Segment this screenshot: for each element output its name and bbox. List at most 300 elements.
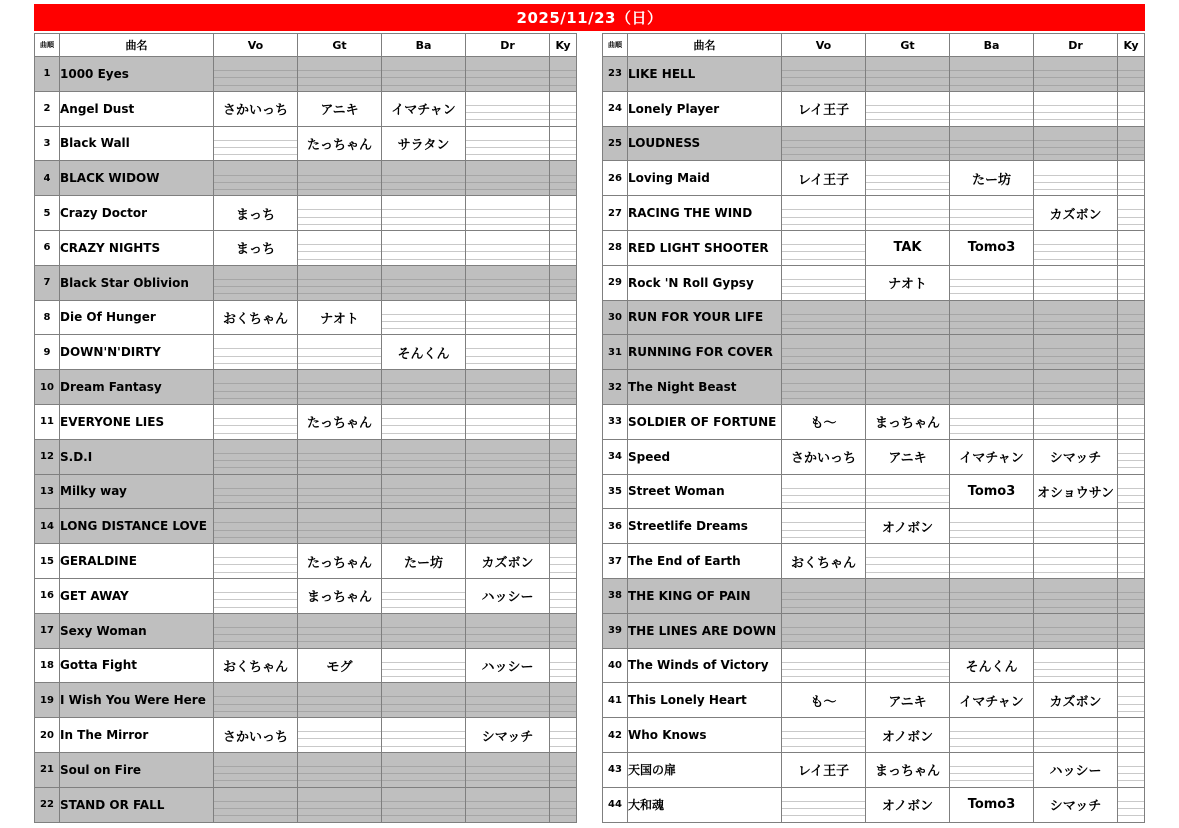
ky-player-cell [1118,161,1145,196]
ba-player-cell [382,300,466,335]
dr-player-cell [466,57,550,92]
song-order-cell: 19 [35,683,60,718]
vo-player-cell [782,613,866,648]
song-row [603,161,1145,196]
song-order-cell: 5 [35,196,60,231]
gt-player-cell: モグ [298,648,382,683]
vo-player-cell [214,544,298,579]
dr-player-cell [466,91,550,126]
vo-player-cell [214,57,298,92]
vo-player-cell: レイ王子 [782,91,866,126]
song-title-cell: Who Knows [628,718,782,753]
dr-player-cell [466,787,550,822]
ba-player-cell: Tomo3 [950,787,1034,822]
vo-player-cell [214,265,298,300]
song-row [35,578,577,613]
ky-player-cell [1118,648,1145,683]
column-header-dr: Dr [466,34,550,57]
song-row [35,787,577,822]
gt-player-cell: まっちゃん [866,404,950,439]
vo-player-cell: さかいっち [214,718,298,753]
song-order-cell: 37 [603,544,628,579]
ky-player-cell [1118,683,1145,718]
ky-player-cell [1118,718,1145,753]
ba-player-cell: たー坊 [950,161,1034,196]
ba-player-cell [950,335,1034,370]
gt-player-cell [866,161,950,196]
ba-player-cell: そんくん [950,648,1034,683]
song-title-cell: 1000 Eyes [60,57,214,92]
dr-player-cell [1034,57,1118,92]
dr-player-cell [466,474,550,509]
song-title-cell: I Wish You Were Here [60,683,214,718]
ky-player-cell [1118,474,1145,509]
ky-player-cell [1118,300,1145,335]
song-title-cell: RACING THE WIND [628,196,782,231]
ky-player-cell [1118,544,1145,579]
gt-player-cell [866,196,950,231]
song-title-cell: SOLDIER OF FORTUNE [628,404,782,439]
column-header-ba: Ba [382,34,466,57]
dr-player-cell [466,335,550,370]
ky-player-cell [1118,57,1145,92]
ky-player-cell [550,265,577,300]
song-title-cell: LONG DISTANCE LOVE [60,509,214,544]
ba-player-cell: Tomo3 [950,474,1034,509]
song-row [603,265,1145,300]
song-order-cell: 12 [35,439,60,474]
vo-player-cell: さかいっち [782,439,866,474]
song-row [35,613,577,648]
ky-player-cell [550,370,577,405]
gt-player-cell [866,474,950,509]
song-title-cell: RUNNING FOR COVER [628,335,782,370]
column-header-gt: Gt [298,34,382,57]
song-order-cell: 34 [603,439,628,474]
song-row [35,474,577,509]
song-order-cell: 28 [603,230,628,265]
ky-player-cell [1118,230,1145,265]
setlist-table-left [34,33,577,823]
song-row [603,230,1145,265]
ky-player-cell [1118,578,1145,613]
ky-player-cell [550,787,577,822]
song-order-cell: 3 [35,126,60,161]
song-row [603,91,1145,126]
ky-player-cell [550,404,577,439]
song-title-cell: 天国の扉 [628,752,782,787]
dr-player-cell [466,300,550,335]
dr-player-cell [1034,648,1118,683]
song-order-cell: 22 [35,787,60,822]
gt-player-cell [866,578,950,613]
gt-player-cell [866,613,950,648]
gt-player-cell [298,787,382,822]
vo-player-cell [782,648,866,683]
vo-player-cell [782,57,866,92]
ky-player-cell [1118,509,1145,544]
vo-player-cell [782,300,866,335]
ky-player-cell [1118,335,1145,370]
song-title-cell: RED LIGHT SHOOTER [628,230,782,265]
ky-player-cell [1118,196,1145,231]
vo-player-cell [782,787,866,822]
ba-player-cell [950,718,1034,753]
dr-player-cell [1034,91,1118,126]
song-row [603,509,1145,544]
dr-player-cell [466,161,550,196]
vo-player-cell [214,474,298,509]
dr-player-cell [1034,578,1118,613]
ky-player-cell [550,57,577,92]
song-row [35,161,577,196]
gt-player-cell: オノボン [866,718,950,753]
song-row [35,57,577,92]
ky-player-cell [550,161,577,196]
gt-player-cell [298,474,382,509]
ba-player-cell: イマチャン [950,683,1034,718]
song-title-cell: Loving Maid [628,161,782,196]
gt-player-cell [866,648,950,683]
gt-player-cell: たっちゃん [298,126,382,161]
song-row [603,578,1145,613]
song-title-cell: Street Woman [628,474,782,509]
song-row [35,439,577,474]
ba-player-cell [382,718,466,753]
song-order-cell: 6 [35,230,60,265]
ky-player-cell [1118,439,1145,474]
ba-player-cell [950,578,1034,613]
vo-player-cell [782,718,866,753]
ky-player-cell [1118,91,1145,126]
song-title-cell: STAND OR FALL [60,787,214,822]
ba-player-cell [950,370,1034,405]
ky-player-cell [1118,265,1145,300]
song-order-cell: 31 [603,335,628,370]
song-title-cell: The Night Beast [628,370,782,405]
song-row [35,752,577,787]
gt-player-cell: たっちゃん [298,404,382,439]
column-header-vo: Vo [782,34,866,57]
vo-player-cell: おくちゃん [214,648,298,683]
song-row [603,196,1145,231]
vo-player-cell [214,126,298,161]
song-row [35,230,577,265]
song-title-cell: Milky way [60,474,214,509]
gt-player-cell: ナオト [866,265,950,300]
ky-player-cell [1118,126,1145,161]
song-title-cell: Dream Fantasy [60,370,214,405]
song-order-cell: 42 [603,718,628,753]
song-order-cell: 21 [35,752,60,787]
song-title-cell: EVERYONE LIES [60,404,214,439]
song-title-cell: THE LINES ARE DOWN [628,613,782,648]
ba-player-cell [382,161,466,196]
song-order-cell: 35 [603,474,628,509]
gt-player-cell: ナオト [298,300,382,335]
song-order-cell: 38 [603,578,628,613]
song-row [603,300,1145,335]
gt-player-cell: たっちゃん [298,544,382,579]
gt-player-cell [866,91,950,126]
gt-player-cell [866,126,950,161]
vo-player-cell [214,787,298,822]
dr-player-cell [1034,265,1118,300]
ba-player-cell [382,196,466,231]
song-order-cell: 7 [35,265,60,300]
vo-player-cell [782,126,866,161]
song-order-cell: 1 [35,57,60,92]
gt-player-cell [866,544,950,579]
song-order-cell: 30 [603,300,628,335]
dr-player-cell [466,230,550,265]
dr-player-cell [1034,230,1118,265]
song-order-cell: 32 [603,370,628,405]
vo-player-cell [214,404,298,439]
dr-player-cell [466,683,550,718]
song-title-cell: The Winds of Victory [628,648,782,683]
song-title-cell: Black Star Oblivion [60,265,214,300]
song-row [35,196,577,231]
vo-player-cell [214,335,298,370]
song-row [35,509,577,544]
song-title-cell: Gotta Fight [60,648,214,683]
dr-player-cell [1034,509,1118,544]
ky-player-cell [1118,752,1145,787]
vo-player-cell: さかいっち [214,91,298,126]
dr-player-cell: カズボン [1034,683,1118,718]
column-header-ba: Ba [950,34,1034,57]
dr-player-cell [466,126,550,161]
gt-player-cell: オノボン [866,509,950,544]
dr-player-cell [466,509,550,544]
ba-player-cell [382,439,466,474]
song-title-cell: Crazy Doctor [60,196,214,231]
dr-player-cell [466,196,550,231]
song-order-cell: 44 [603,787,628,822]
column-header-order: 曲順 [603,34,628,57]
header-row [35,34,577,57]
ba-player-cell [950,265,1034,300]
song-row [603,683,1145,718]
ba-player-cell [950,91,1034,126]
song-row [35,126,577,161]
setlist-table-right [602,33,1145,823]
ba-player-cell: Tomo3 [950,230,1034,265]
song-row [603,126,1145,161]
ky-player-cell [1118,370,1145,405]
ba-player-cell [382,265,466,300]
song-row [603,370,1145,405]
vo-player-cell: レイ王子 [782,752,866,787]
dr-player-cell: シマッチ [1034,439,1118,474]
song-row [35,370,577,405]
vo-player-cell: まっち [214,196,298,231]
vo-player-cell [214,439,298,474]
song-title-cell: DOWN'N'DIRTY [60,335,214,370]
ky-player-cell [550,509,577,544]
vo-player-cell [782,230,866,265]
dr-player-cell [1034,370,1118,405]
song-order-cell: 9 [35,335,60,370]
ky-player-cell [1118,787,1145,822]
song-order-cell: 24 [603,91,628,126]
dr-player-cell [1034,335,1118,370]
ky-player-cell [550,335,577,370]
ba-player-cell [382,613,466,648]
ky-player-cell [550,683,577,718]
gt-player-cell [298,683,382,718]
ky-player-cell [550,648,577,683]
song-row [603,544,1145,579]
song-order-cell: 4 [35,161,60,196]
vo-player-cell [214,683,298,718]
vo-player-cell [782,474,866,509]
ky-player-cell [550,126,577,161]
song-title-cell: S.D.I [60,439,214,474]
vo-player-cell [782,578,866,613]
song-order-cell: 23 [603,57,628,92]
song-row [35,265,577,300]
gt-player-cell [298,265,382,300]
song-order-cell: 40 [603,648,628,683]
song-title-cell: RUN FOR YOUR LIFE [628,300,782,335]
dr-player-cell: オショウサン [1034,474,1118,509]
dr-player-cell: ハッシー [466,578,550,613]
vo-player-cell [782,335,866,370]
song-order-cell: 15 [35,544,60,579]
ky-player-cell [1118,613,1145,648]
dr-player-cell: ハッシー [466,648,550,683]
song-order-cell: 14 [35,509,60,544]
ba-player-cell [950,613,1034,648]
song-title-cell: Sexy Woman [60,613,214,648]
dr-player-cell [1034,161,1118,196]
song-title-cell: GERALDINE [60,544,214,579]
song-row [35,335,577,370]
column-header-ky: Ky [1118,34,1145,57]
ba-player-cell: そんくん [382,335,466,370]
gt-player-cell [298,196,382,231]
vo-player-cell [782,265,866,300]
gt-player-cell [866,57,950,92]
song-order-cell: 17 [35,613,60,648]
gt-player-cell: TAK [866,230,950,265]
gt-player-cell: アニキ [298,91,382,126]
ba-player-cell [382,474,466,509]
dr-player-cell: ハッシー [1034,752,1118,787]
ky-player-cell [550,474,577,509]
vo-player-cell [214,161,298,196]
song-order-cell: 18 [35,648,60,683]
dr-player-cell [466,265,550,300]
song-order-cell: 27 [603,196,628,231]
dr-player-cell [1034,613,1118,648]
song-title-cell: CRAZY NIGHTS [60,230,214,265]
dr-player-cell: シマッチ [1034,787,1118,822]
vo-player-cell [782,196,866,231]
song-order-cell: 2 [35,91,60,126]
song-title-cell: This Lonely Heart [628,683,782,718]
dr-player-cell [466,613,550,648]
ba-player-cell [382,648,466,683]
vo-player-cell [214,752,298,787]
vo-player-cell [214,370,298,405]
ba-player-cell [950,57,1034,92]
gt-player-cell [866,300,950,335]
ky-player-cell [550,613,577,648]
vo-player-cell: レイ王子 [782,161,866,196]
song-order-cell: 33 [603,404,628,439]
song-order-cell: 25 [603,126,628,161]
vo-player-cell [214,578,298,613]
gt-player-cell [866,335,950,370]
dr-player-cell [466,404,550,439]
column-header-dr: Dr [1034,34,1118,57]
ky-player-cell [550,91,577,126]
song-row [603,718,1145,753]
ba-player-cell: イマチャン [382,91,466,126]
gt-player-cell [298,57,382,92]
column-header-gt: Gt [866,34,950,57]
ba-player-cell [950,509,1034,544]
ky-player-cell [550,300,577,335]
ba-player-cell: たー坊 [382,544,466,579]
song-row [35,718,577,753]
vo-player-cell [214,613,298,648]
song-title-cell: Speed [628,439,782,474]
song-title-cell: Soul on Fire [60,752,214,787]
vo-player-cell [782,370,866,405]
song-title-cell: Rock 'N Roll Gypsy [628,265,782,300]
column-header-ky: Ky [550,34,577,57]
gt-player-cell [866,370,950,405]
song-title-cell: Lonely Player [628,91,782,126]
song-row [35,91,577,126]
song-order-cell: 26 [603,161,628,196]
song-order-cell: 10 [35,370,60,405]
gt-player-cell: アニキ [866,439,950,474]
dr-player-cell [466,439,550,474]
vo-player-cell [782,509,866,544]
song-order-cell: 39 [603,613,628,648]
song-title-cell: In The Mirror [60,718,214,753]
gt-player-cell [298,335,382,370]
song-title-cell: The End of Earth [628,544,782,579]
ba-player-cell [382,787,466,822]
song-row [35,404,577,439]
song-row [603,613,1145,648]
song-row [603,787,1145,822]
ba-player-cell [382,57,466,92]
gt-player-cell [298,613,382,648]
song-title-cell: LIKE HELL [628,57,782,92]
ba-player-cell [950,300,1034,335]
ky-player-cell [550,752,577,787]
ba-player-cell: イマチャン [950,439,1034,474]
dr-player-cell [1034,404,1118,439]
dr-player-cell: カズボン [466,544,550,579]
gt-player-cell: アニキ [866,683,950,718]
vo-player-cell [214,509,298,544]
gt-player-cell [298,439,382,474]
ba-player-cell [950,752,1034,787]
column-header-vo: Vo [214,34,298,57]
ky-player-cell [1118,404,1145,439]
dr-player-cell [1034,126,1118,161]
song-title-cell: BLACK WIDOW [60,161,214,196]
dr-player-cell: シマッチ [466,718,550,753]
